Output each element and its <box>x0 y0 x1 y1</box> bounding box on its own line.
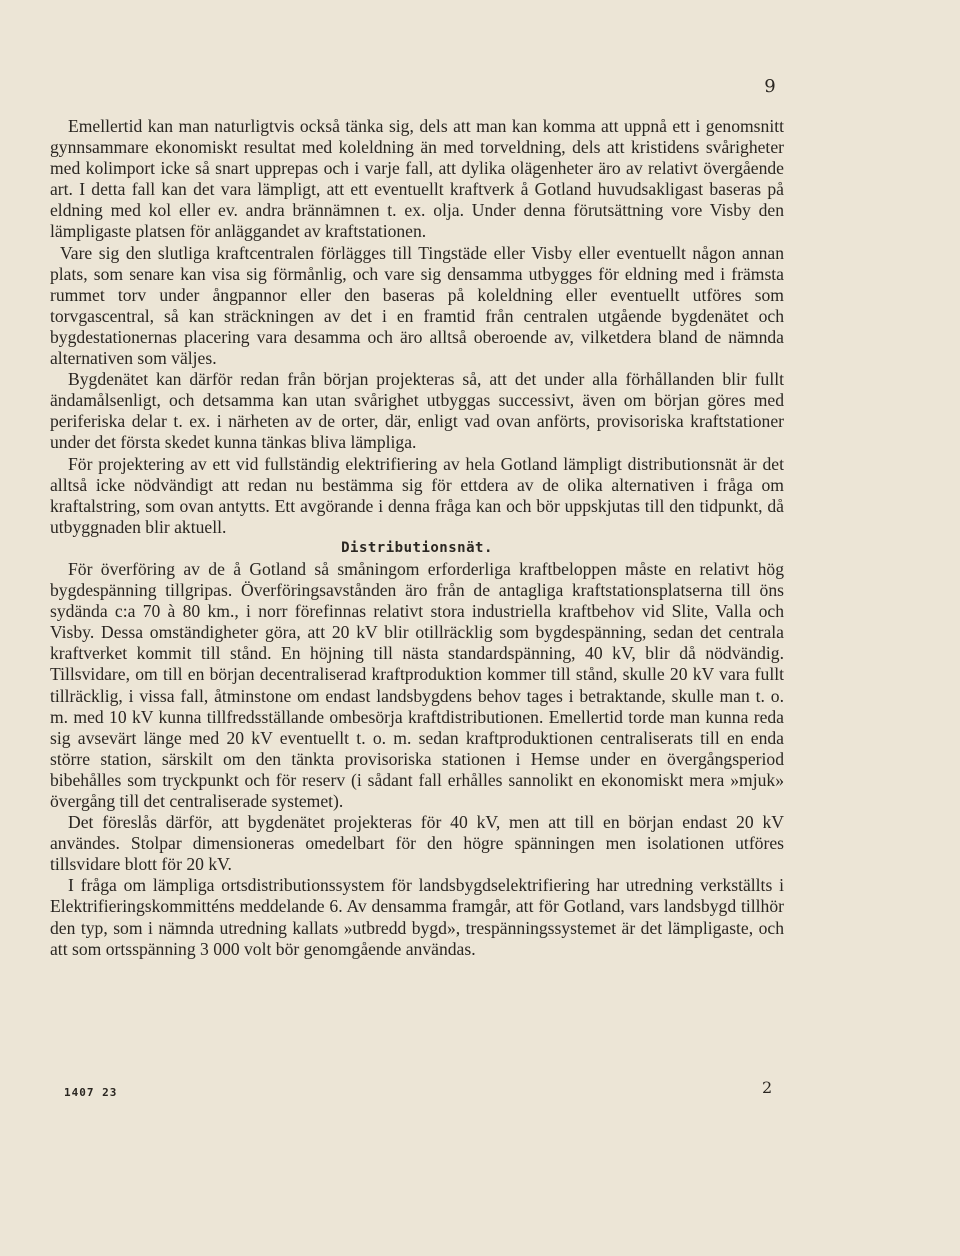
body-text <box>50 116 784 960</box>
signature-mark: 2 <box>762 1078 773 1097</box>
paragraph: I fråga om lämpliga ortsdistributionssystem för landsbygdselektrifiering har utredning verkställts i Elektrifieringskommitténs meddelande 6. Av densamma framgår, att för Gotland, vars landsbygd tillhör den typ, som i nämnda utredning kallats »utbredd bygd», trespänningssystemet är det lämpligaste, och att som ortsspänning 3 000 volt bör genomgående användas. <box>50 875 784 959</box>
paragraph: Bygdenätet kan därför redan från början projekteras så, att det under alla förhållanden blir fullt ändamålsenligt, och detsamma kan utan svårighet utbyggas successivt, även om början göres med periferiska delar t. ex. i närheten av de orter, där, enligt vad ovan anförts, provisoriska kraftstationer under det första skedet kunna tänkas bliva lämpliga. <box>50 369 784 453</box>
page-number: 9 <box>764 76 776 97</box>
paragraph: För projektering av ett vid fullständig elektrifiering av hela Gotland lämpligt distributionsnät är det alltså icke nödvändigt att redan nu bestämma sig för ettdera av de olika alternativen i fråga om kraftalstring, som ovan antytts. Ett avgörande i denna fråga kan och bör uppskjutas till den tidpunkt, då utbyggnaden blir aktuell. <box>50 453 784 537</box>
paragraph: Det föreslås därför, att bygdenätet projekteras för 40 kV, men att till en början endast 20 kV användes. Stolpar dimensioneras omedelbart för den högre spänningen men isolationen utföres tillsvidare blott för 20 kV. <box>50 812 784 875</box>
section-heading: Distributionsnät. <box>341 539 493 556</box>
paragraph: Emellertid kan man naturligtvis också tänka sig, dels att man kan komma att uppnå ett i genomsnitt gynnsammare ekonomiskt resultat med koleldning än med torveldning, dels att kristidens svårigheter med kolimport icke så snart upprepas och i varje fall, att dylika olägenheter äro av relativt övergående art. I detta fall kan det vara lämpligt, att ett eventuellt kraftverk å Gotland huvudsakligast baseras på eldning med kol eller ev. andra brännämnen t. ex. olja. Under denna förutsättning vore Visby den lämpligaste platsen för anläggandet av kraftstationen. <box>50 116 784 242</box>
paragraph: För överföring av de å Gotland så småningom erforderliga kraftbeloppen måste en relativt hög bygdespänning tillgripas. Överföringsavstånden äro från de antagliga kraftstationsplatserna till öns sydända c:a 70 à 80 km., i norr förefinnas relativt stora industriella kraftbehov vid Slite, Valla och Visby. Dessa omständigheter göra, att 20 kV blir otillräcklig som bygdespänning, sedan det centrala kraftverket kommit till stånd. En höjning till nästa standardspänning, 40 kV, blir då nödvändig. Tillsvidare, om till en början decentraliserad kraftproduktion kommer till stånd, skulle 20 kV vara fullt tillräcklig, i vissa fall, åtminstone om endast landsbygdens behov tages i betraktande, skulle man t. o. m. med 10 kV kunna tillfredsställande ombesörja kraftdistributionen. Emellertid torde man kunna reda sig avsevärt länge med 20 kV eventuellt t. o. m. sedan kraftproduktionen centraliserats till en enda större station, särskilt om den tänkta provisoriska stationen i Hemse under en övergångsperiod bibehålles som tryckpunkt och för reserv (i sådant fall erhålles sannolikt en ekonomiskt mera »mjuk» övergång till det centraliserade systemet). <box>50 558 784 811</box>
print-code: 1407 23 <box>64 1086 118 1099</box>
paragraph: Vare sig den slutliga kraftcentralen förlägges till Tingstäde eller Visby eller eventuellt någon annan plats, som senare kan visa sig förmånlig, och vare sig densamma utbygges för eldning med i främsta rummet torv under ångpannor eller den baseras på koleldning eller eventuellt utföres som torvgascentral, så kan sträckningen av det i en framtid från centralen utgående bygdenätet och bygdestationernas placering vara desamma och äro alltså oberoende av, vilketdera bland de nämnda alternativen som väljes. <box>50 242 784 369</box>
